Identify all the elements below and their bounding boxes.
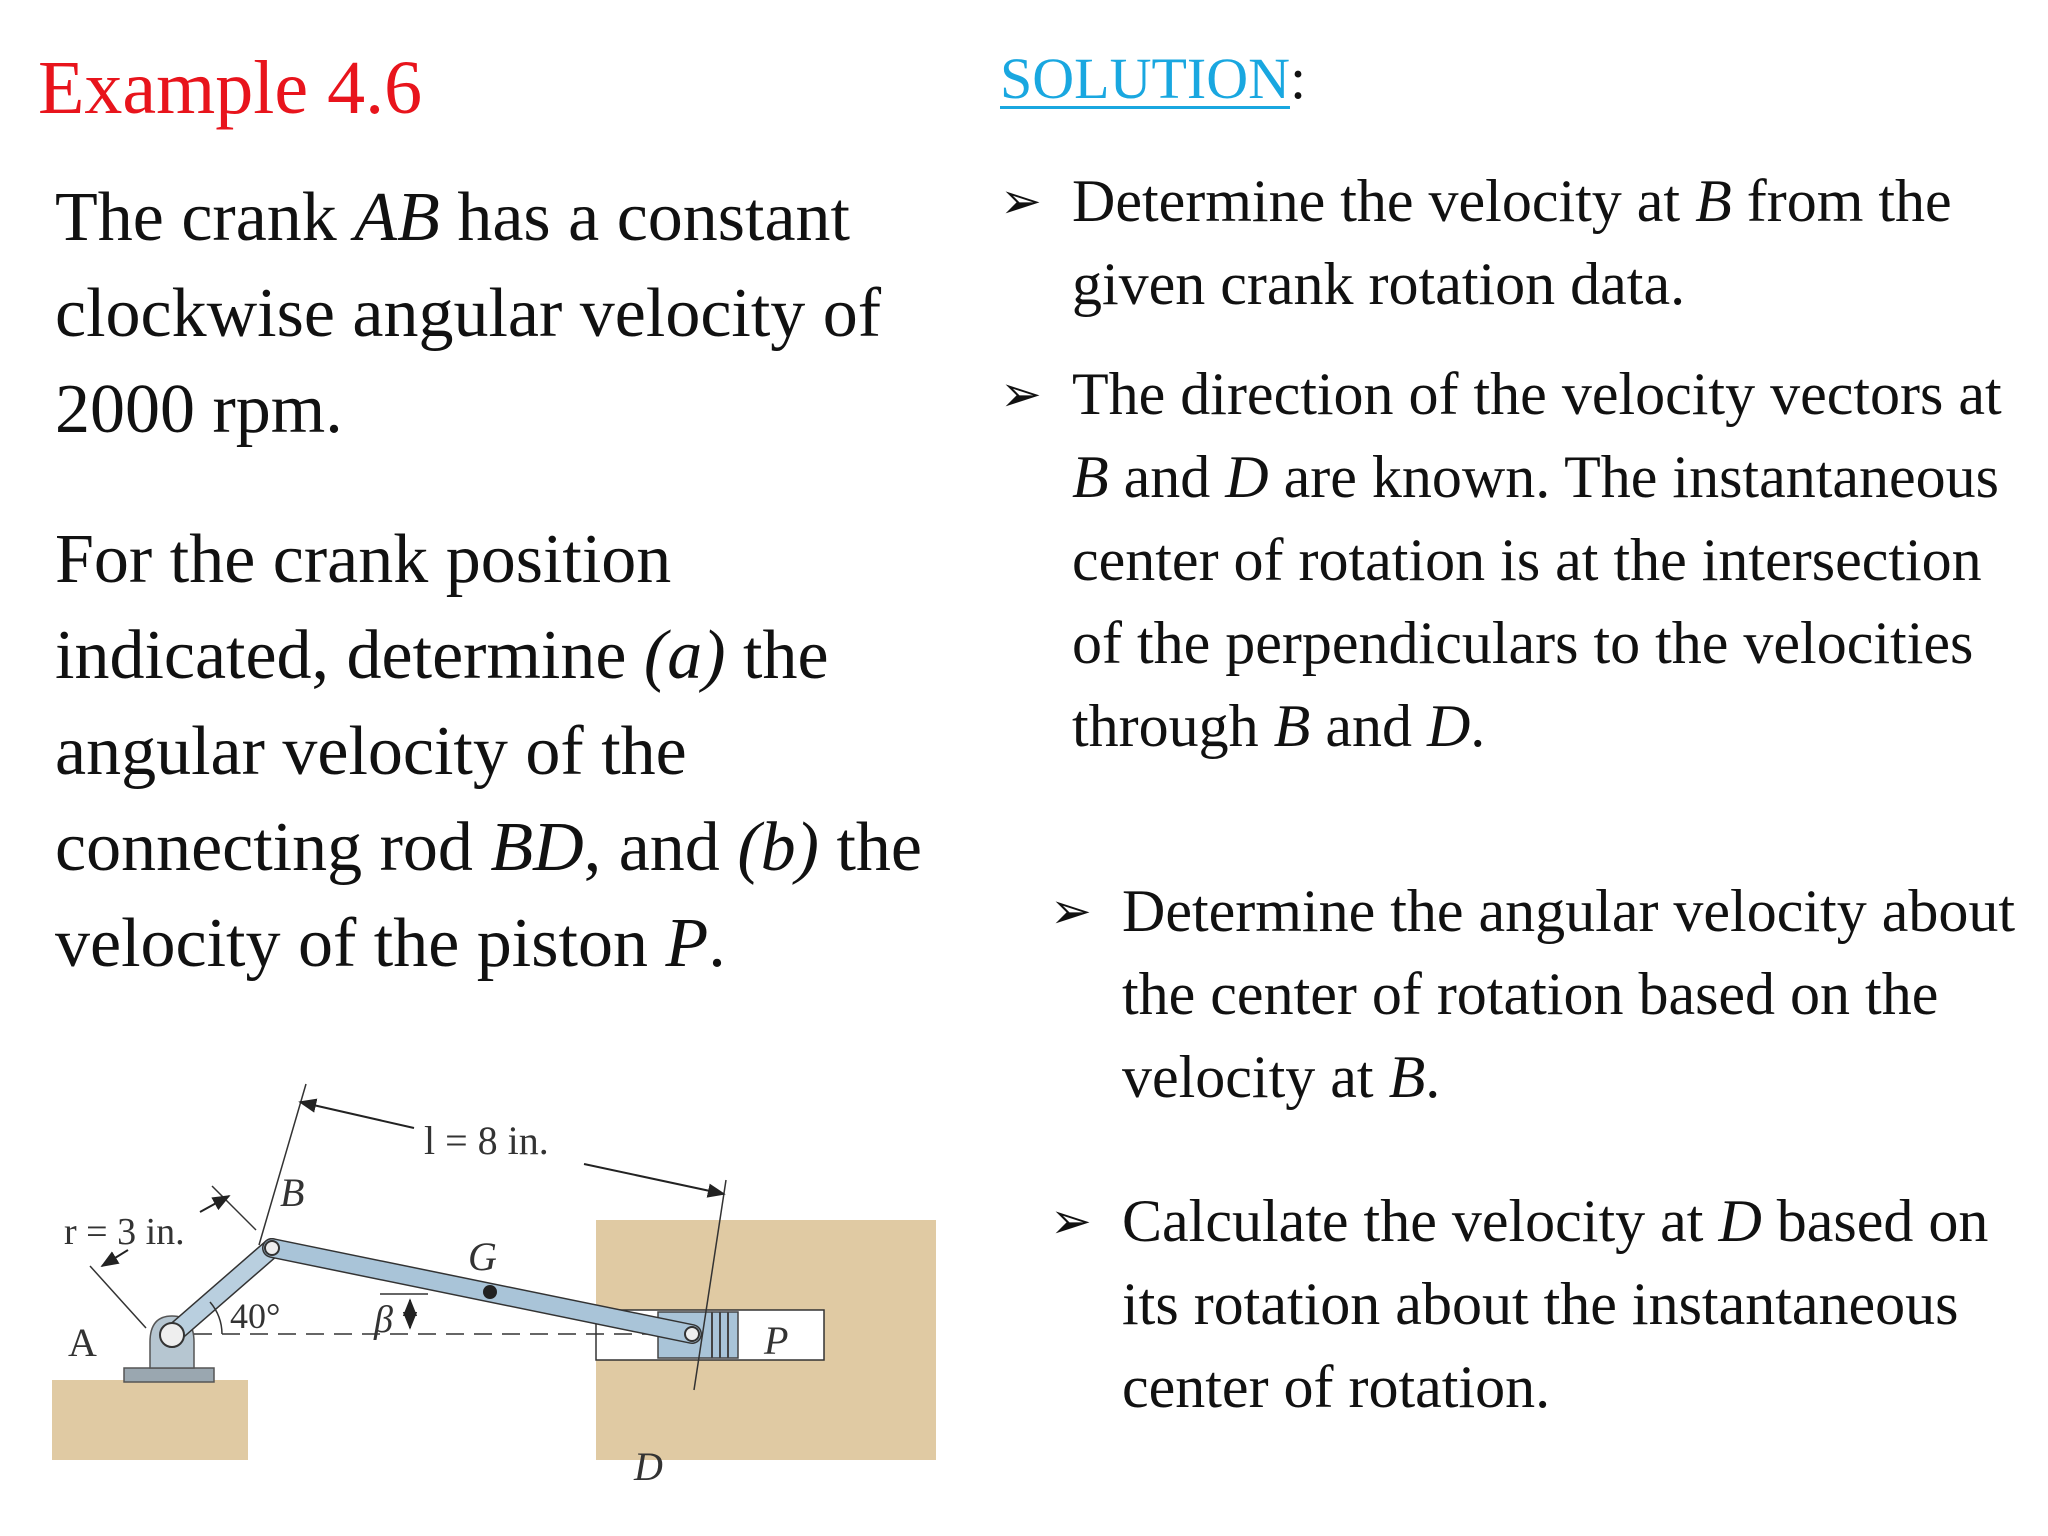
bullet-text: Determine the velocity at B from the given crank rotation data.: [1072, 168, 1952, 317]
solution-bullet-3: [1050, 870, 2040, 1130]
pin-d: [685, 1327, 699, 1341]
problem-paragraph-1: The crank AB has a constant clockwise angular velocity of 2000 rpm.: [55, 179, 882, 448]
ground-block: [52, 1380, 248, 1460]
arrowhead-bullet-icon: ➢: [1050, 1192, 1092, 1250]
point-d-label: D: [634, 1444, 663, 1489]
bullet-text: Determine the angular velocity about the center of rotation based on the velocity at B.: [1122, 878, 2015, 1110]
point-a-label: A: [68, 1320, 97, 1365]
piston-p-label: P: [764, 1318, 789, 1363]
extension-line-r-bottom: [90, 1266, 146, 1328]
extension-line-r-top: [212, 1186, 256, 1230]
cylinder-housing-end: [824, 1310, 936, 1360]
pin-a: [160, 1323, 184, 1347]
bullet-text: The direction of the velocity vectors at B and D are known. The instantaneous center of rotation is at the intersection of the perpendiculars to the velocities through B and D.: [1072, 361, 2002, 759]
point-g-label: G: [468, 1234, 497, 1279]
angle-label: 40°: [230, 1296, 281, 1336]
example-title: Example 4.6: [38, 46, 423, 130]
cylinder-housing-top: [596, 1220, 936, 1310]
crank-mechanism-diagram: [44, 1060, 944, 1500]
dimension-arrow-right: [584, 1164, 724, 1194]
pin-b: [265, 1241, 279, 1255]
solution-heading: SOLUTION:: [1000, 46, 1307, 111]
arrowhead-bullet-icon: ➢: [1000, 365, 1042, 423]
extension-line-b: [259, 1084, 306, 1245]
point-b-label: B: [280, 1170, 305, 1215]
arrowhead-bullet-icon: ➢: [1000, 172, 1042, 230]
beta-label: β: [374, 1299, 393, 1341]
solution-bullet-4: [1050, 1180, 2040, 1440]
arrowhead-bullet-icon: ➢: [1050, 882, 1092, 940]
dimension-arrow-left: [300, 1102, 414, 1128]
solution-bullet-2: [1000, 353, 2040, 853]
solution-bullet-1: [1000, 160, 2040, 330]
rod-length-label: l = 8 in.: [424, 1118, 549, 1163]
radius-arrow-top: [200, 1196, 229, 1212]
crank-radius-label: r = 3 in.: [64, 1211, 185, 1253]
problem-paragraph-2: For the crank position indicated, determine (a) the angular velocity of the connecting rod BD, and (b) the velocity of the piston P.: [55, 521, 922, 982]
solution-link[interactable]: SOLUTION: [1000, 46, 1290, 111]
center-of-mass-g: [483, 1285, 497, 1299]
bullet-text: Calculate the velocity at D based on its rotation about the instantaneous center of rotation.: [1122, 1188, 1989, 1420]
ground-base-plate: [124, 1368, 214, 1382]
